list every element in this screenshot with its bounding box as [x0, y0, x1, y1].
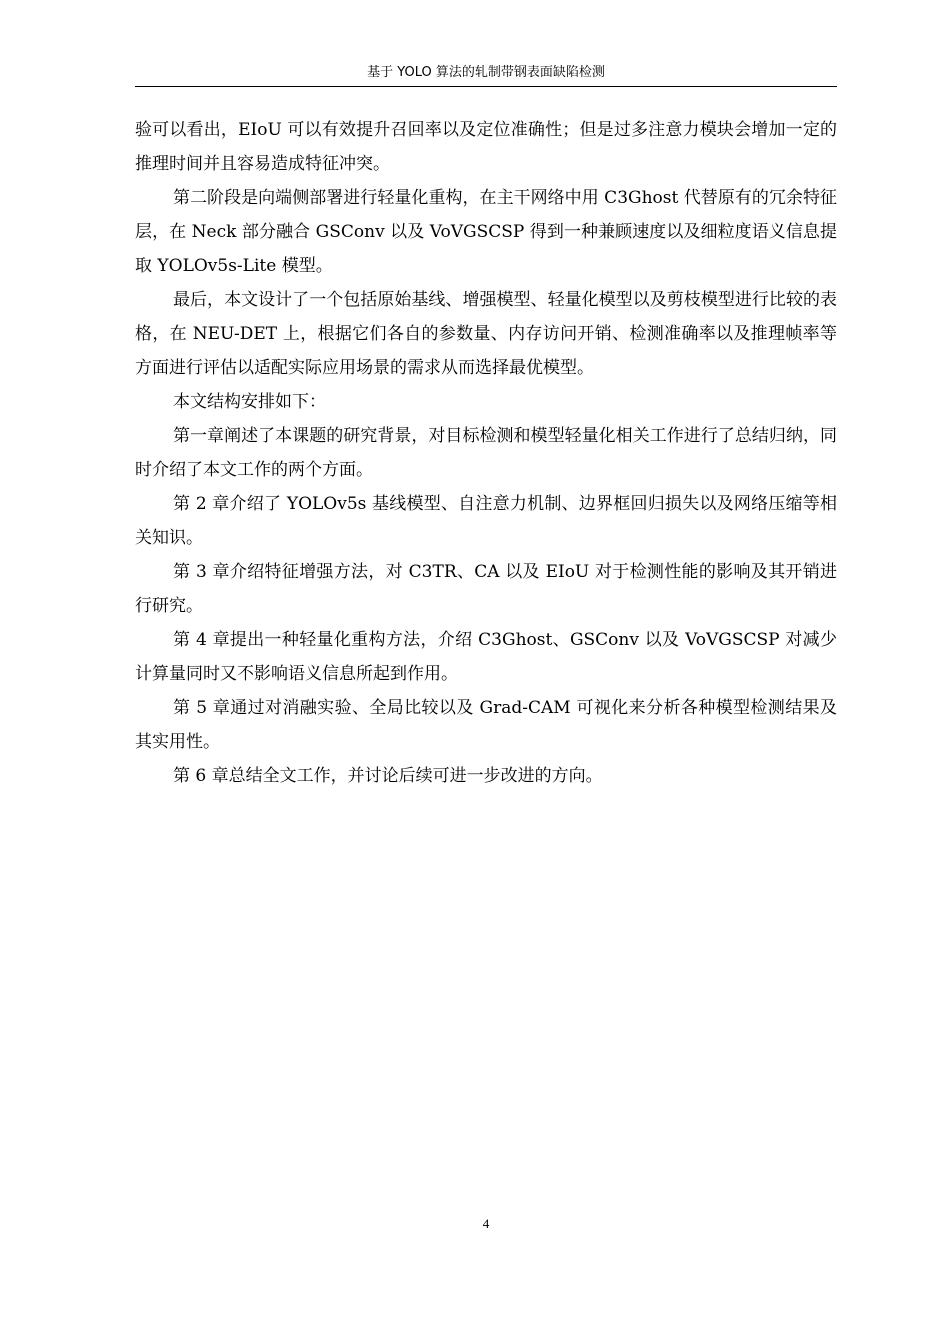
paragraph-chapter-6: 第 6 章总结全文工作，并讨论后续可进一步改进的方向。: [173, 766, 603, 786]
running-header: 基于 YOLO 算法的轧制带钢表面缺陷检测: [367, 65, 605, 80]
header-rule: [135, 86, 837, 87]
body-text: [135, 113, 837, 793]
paragraph-chapter-1: 第一章阐述了本课题的研究背景，对目标检测和模型轻量化相关工作进行了总结归纳，同时介绍了本文工作的两个方面。: [135, 426, 837, 480]
paragraph-continuation: 验可以看出，EIoU 可以有效提升召回率以及定位准确性；但是过多注意力模块会增加一定的推理时间并且容易造成特征冲突。: [135, 120, 837, 174]
paragraph-chapter-3: 第 3 章介绍特征增强方法，对 C3TR、CA 以及 EIoU 对于检测性能的影响及其开销进行研究。: [135, 562, 837, 616]
paragraph-chapter-4: 第 4 章提出一种轻量化重构方法，介绍 C3Ghost、GSConv 以及 VoVGSCSP 对减少计算量同时又不影响语义信息所起到作用。: [135, 630, 837, 684]
paragraph-finally: 最后，本文设计了一个包括原始基线、增强模型、轻量化模型以及剪枝模型进行比较的表格，在 NEU-DET 上，根据它们各自的参数量、内存访问开销、检测准确率以及推理帧率等方面进行评估以适配实际应用场景的需求从而选择最优模型。: [135, 290, 837, 378]
paragraph-chapter-5: 第 5 章通过对消融实验、全局比较以及 Grad-CAM 可视化来分析各种模型检测结果及其实用性。: [135, 698, 837, 752]
paragraph-structure-intro: 本文结构安排如下：: [173, 392, 326, 412]
page-number: 4: [482, 1216, 490, 1231]
paragraph-chapter-2: 第 2 章介绍了 YOLOv5s 基线模型、自注意力机制、边界框回归损失以及网络压缩等相关知识。: [135, 494, 837, 548]
paragraph-second-stage: 第二阶段是向端侧部署进行轻量化重构，在主干网络中用 C3Ghost 代替原有的冗余特征层，在 Neck 部分融合 GSConv 以及 VoVGSCSP 得到一种兼顾速度以及细粒度语义信息提取 YOLOv5s-Lite 模型。: [135, 188, 837, 276]
